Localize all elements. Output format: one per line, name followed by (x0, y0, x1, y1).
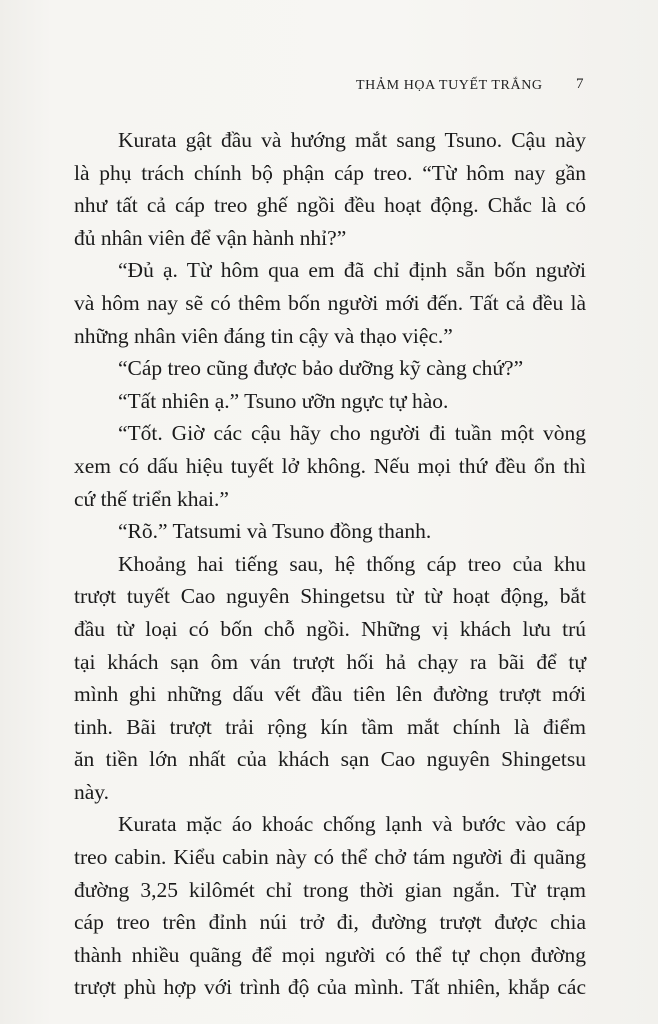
text-line: trượt tuyết Cao nguyên Shingetsu từ từ hoạt động, bắt (74, 584, 586, 609)
text-line: “Rõ.” Tatsumi và Tsuno đồng thanh. (118, 519, 432, 544)
text-line: và hôm nay sẽ có thêm bốn người mới đến. Tất cả đều là (74, 290, 586, 315)
text-line: Khoảng hai tiếng sau, hệ thống cáp treo của khu (118, 551, 586, 576)
text-line: như tất cả cáp treo ghế ngồi đều hoạt động. Chắc là có (74, 193, 586, 218)
text-line: thành nhiều quãng để mọi người có thể tự chọn đường (74, 942, 586, 967)
text-line: “Tất nhiên ạ.” Tsuno ưỡn ngực tự hào. (118, 388, 449, 413)
text-line: mình ghi những dấu vết đầu tiên lên đường trượt mới (74, 682, 586, 707)
text-line: Kurata mặc áo khoác chống lạnh và bước vào cáp (118, 812, 586, 837)
body-text (74, 124, 586, 1004)
text-line: là phụ trách chính bộ phận cáp treo. “Từ hôm nay gần (74, 160, 586, 185)
text-line: xem có dấu hiệu tuyết lở không. Nếu mọi thứ đều ổn thì (74, 453, 586, 478)
text-line: tại khách sạn ôm ván trượt hối hả chạy ra bãi để tự (74, 649, 586, 674)
text-line: đủ nhân viên để vận hành nhỉ?” (74, 225, 347, 250)
page-number: 7 (576, 76, 584, 92)
text-line: Kurata gật đầu và hướng mắt sang Tsuno. Cậu này (118, 128, 586, 152)
text-line: cứ thế triển khai.” (74, 486, 229, 511)
text-line: đường 3,25 kilômét chỉ trong thời gian ngắn. Từ trạm (74, 877, 586, 902)
running-head-title: THẢM HỌA TUYẾT TRẮNG (356, 78, 543, 93)
text-line: này. (74, 779, 110, 804)
text-line: “Đủ ạ. Từ hôm qua em đã chỉ định sẵn bốn người (118, 258, 586, 283)
text-line: tinh. Bãi trượt trải rộng kín tầm mắt chính là điểm (74, 714, 586, 739)
text-line: đầu từ loại có bốn chỗ ngồi. Những vị khách lưu trú (74, 616, 586, 641)
text-line: trượt phù hợp với trình độ của mình. Tất nhiên, khắp các (74, 975, 586, 1000)
text-line: cáp treo trên đỉnh núi trở đi, đường trượt được chia (74, 910, 586, 935)
text-line: ăn tiền lớn nhất của khách sạn Cao nguyên Shingetsu (74, 747, 586, 772)
text-line: treo cabin. Kiểu cabin này có thể chở tám người đi quãng (74, 845, 586, 870)
text-line: “Tốt. Giờ các cậu hãy cho người đi tuần một vòng (118, 421, 586, 446)
text-line: những nhân viên đáng tin cậy và thạo việc.” (74, 323, 453, 348)
text-line: “Cáp treo cũng được bảo dưỡng kỹ càng chứ?” (118, 356, 524, 381)
